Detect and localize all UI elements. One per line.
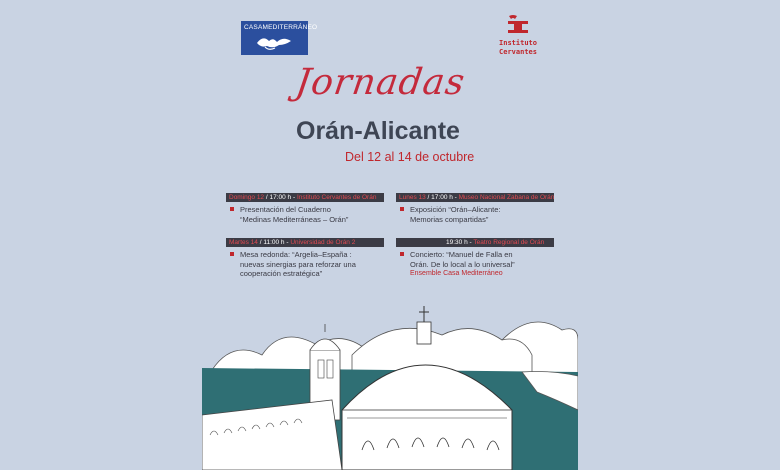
item-line: Concierto: “Manuel de Falla en (410, 250, 513, 259)
day-label: Martes 14 (229, 239, 258, 246)
bird-icon (255, 33, 295, 51)
bullet-icon (230, 252, 234, 256)
place-label: Universidad de Orán 2 (290, 239, 356, 246)
program-block-4-header (396, 238, 554, 247)
time-label: / 11:00 h - (257, 239, 291, 246)
casa-mediterraneo-wordmark: CASAMEDITERRÁNEO (244, 24, 318, 31)
place-label: Instituto Cervantes de Orán (296, 194, 377, 201)
program-block-3 (226, 238, 384, 279)
item-line: cooperación estratégica” (240, 269, 323, 278)
time-label: / 17:00 h - (264, 194, 297, 201)
casa-mediterraneo-logo (241, 21, 318, 55)
bullet-icon (230, 207, 234, 211)
ensemble-name: Ensemble Casa Mediterráneo (410, 270, 503, 277)
place-label: Teatro Regional de Orán (473, 239, 545, 246)
day-label: Domingo 12 (229, 194, 265, 201)
program-item (396, 205, 554, 224)
oran-church-illustration (202, 300, 578, 470)
instituto-cervantes-logo (494, 14, 542, 56)
bullet-icon (400, 252, 404, 256)
program-block-2-header (396, 193, 554, 202)
bullet-icon (400, 207, 404, 211)
program-item (396, 250, 554, 269)
item-line: Presentación del Cuaderno (240, 205, 331, 214)
place-label: Museo Nacional Zabana de Orán (458, 194, 554, 201)
church-dome (342, 306, 512, 470)
item-line: nuevas sinergias para reforzar una (240, 259, 356, 269)
item-line: Memorias compartidas” (410, 214, 489, 224)
script-title: Jornadas (293, 62, 468, 103)
program-block-1 (226, 193, 384, 224)
cervantes-emblem-icon (503, 14, 533, 34)
program-item (226, 250, 384, 279)
item-line: “Medinas Mediterráneas – Orán” (240, 214, 349, 224)
event-dates: Del 12 al 14 de octubre (345, 150, 475, 164)
program-block-2 (396, 193, 554, 224)
program-block-1-header (226, 193, 384, 202)
instituto-word: Instituto (499, 39, 537, 47)
time-label: 19:30 h - (446, 239, 474, 246)
item-line: Exposición “Orán–Alicante: (410, 205, 501, 214)
cervantes-word: Cervantes (499, 47, 537, 56)
item-line: Orán. De lo local a lo universal” (410, 259, 515, 269)
program-block-4 (396, 238, 554, 278)
item-line: Mesa redonda: “Argelia–España : (240, 250, 352, 259)
day-label: Lunes 13 (399, 194, 426, 201)
program-item (226, 205, 384, 224)
page-title: Orán-Alicante (296, 117, 460, 145)
time-label: / 17:00 h - (425, 194, 459, 201)
program-block-3-header (226, 238, 384, 247)
